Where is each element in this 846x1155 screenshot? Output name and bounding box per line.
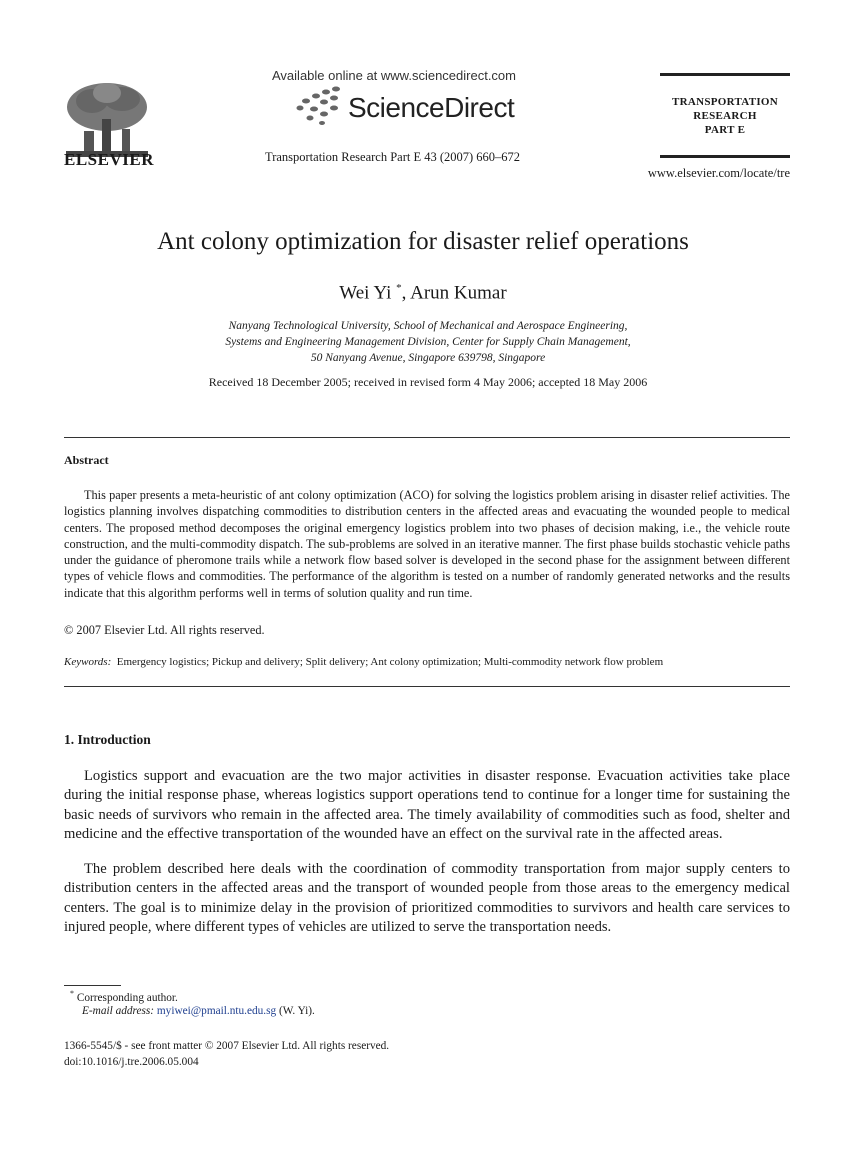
author-name: Wei Yi — [339, 282, 392, 304]
abstract-body: This paper presents a meta-heuristic of ant colony optimization (ACO) for solving the logistics problem arising in disaster relief activities. The logistics planning involves dispatching commodities to distribution centers in the affected areas and evacuating the wounded people to medical centers. The proposed method decomposes the original emergency logistics problem into two phases of decision making, i.e., the vehicle route construction, and the multi-commodity dispatch. The sub-problems are solved in an iterative manner. The first phase builds stochastic vehicle paths under the guidance of pheromone trails while a network flow based solver is developed in the second phase for the assignment between different types of vehicle flows and commodities. The performance of the algorithm is tested on a number of randomly generated networks and the results indicate that this algorithm performs well in terms of solution quality and run time. — [64, 488, 790, 600]
copyright-notice: © 2007 Elsevier Ltd. All rights reserved. — [64, 623, 265, 637]
footnote-rule — [64, 985, 121, 986]
affiliation-line: Systems and Engineering Management Division, Center for Supply Chain Management, — [225, 336, 631, 348]
abstract-heading: Abstract — [64, 453, 109, 467]
keywords — [64, 656, 663, 668]
body-paragraph: Logistics support and evacuation are the two major activities in disaster response. Evacuation activities take place during the initial response phase, whereas logistics support operations tend to continue for a longer time for sustaining the basic needs of survivors who remain in the affected area. The timely availability of commodities such as food, shelter and medicine and the effective transportation of the wounded have an effect on the survival rate in the affected areas. — [64, 768, 790, 842]
journal-name-line: TRANSPORTATION — [671, 96, 779, 108]
footnote-corresponding — [70, 989, 178, 1004]
journal-name-line: RESEARCH — [693, 110, 757, 122]
footnote-email — [82, 1005, 315, 1017]
journal-rule-top — [660, 73, 790, 76]
section-heading: 1. Introduction — [64, 732, 151, 747]
journal-url[interactable]: www.elsevier.com/locate/tre — [647, 166, 790, 180]
body-paragraph: The problem described here deals with the coordination of commodity transportation from major supply centers to distribution centers in the affected areas and the transport of wounded people from those areas to the emergency medical centers. The goal is to minimize delay in the provision of prioritized commodities to survivors and health care services to injured people, where different types of vehicles are utilized to serve the transportation needs. — [64, 861, 790, 935]
corresponding-mark[interactable]: * — [396, 282, 402, 294]
sciencedirect-logo-text: ScienceDirect — [348, 92, 515, 123]
paper-title: Ant colony optimization for disaster relief operations — [157, 228, 689, 255]
doi[interactable]: doi:10.1016/j.tre.2006.05.004 — [64, 1056, 199, 1068]
author-list — [0, 282, 846, 304]
front-matter-line: 1366-5545/$ - see front matter © 2007 Elsevier Ltd. All rights reserved. — [64, 1040, 390, 1052]
keywords-text: Emergency logistics; Pickup and delivery; Split delivery; Ant colony optimization; Multi-commodity network flow problem — [116, 656, 664, 668]
journal-reference: Transportation Research Part E 43 (2007) 660–672 — [265, 150, 521, 164]
affiliation — [0, 318, 846, 366]
sciencedirect-dots-icon — [296, 84, 344, 126]
author-name: , Arun Kumar — [401, 282, 507, 304]
keywords-label: Keywords: — [64, 656, 112, 668]
affiliation-line: 50 Nanyang Avenue, Singapore 639798, Singapore — [310, 352, 546, 364]
affiliation-line: Nanyang Technological University, School of Mechanical and Aerospace Engineering, — [228, 320, 628, 332]
journal-rule-bottom — [660, 155, 790, 158]
publisher-name: ELSEVIER — [64, 150, 154, 169]
divider — [64, 686, 790, 687]
email-suffix: (W. Yi). — [279, 1005, 315, 1017]
email-label: E-mail address: — [82, 1005, 155, 1017]
divider — [64, 437, 790, 438]
email-link[interactable]: myiwei@pmail.ntu.edu.sg — [156, 1005, 277, 1017]
journal-name-block — [660, 95, 790, 137]
received-dates: Received 18 December 2005; received in revised form 4 May 2006; accepted 18 May 2006 — [208, 375, 648, 389]
journal-name-line: PART E — [704, 124, 746, 136]
footnote-mark: * — [70, 989, 74, 998]
available-online-text: Available online at www.sciencedirect.com — [272, 68, 516, 83]
footnote-text: Corresponding author. — [76, 991, 178, 1004]
